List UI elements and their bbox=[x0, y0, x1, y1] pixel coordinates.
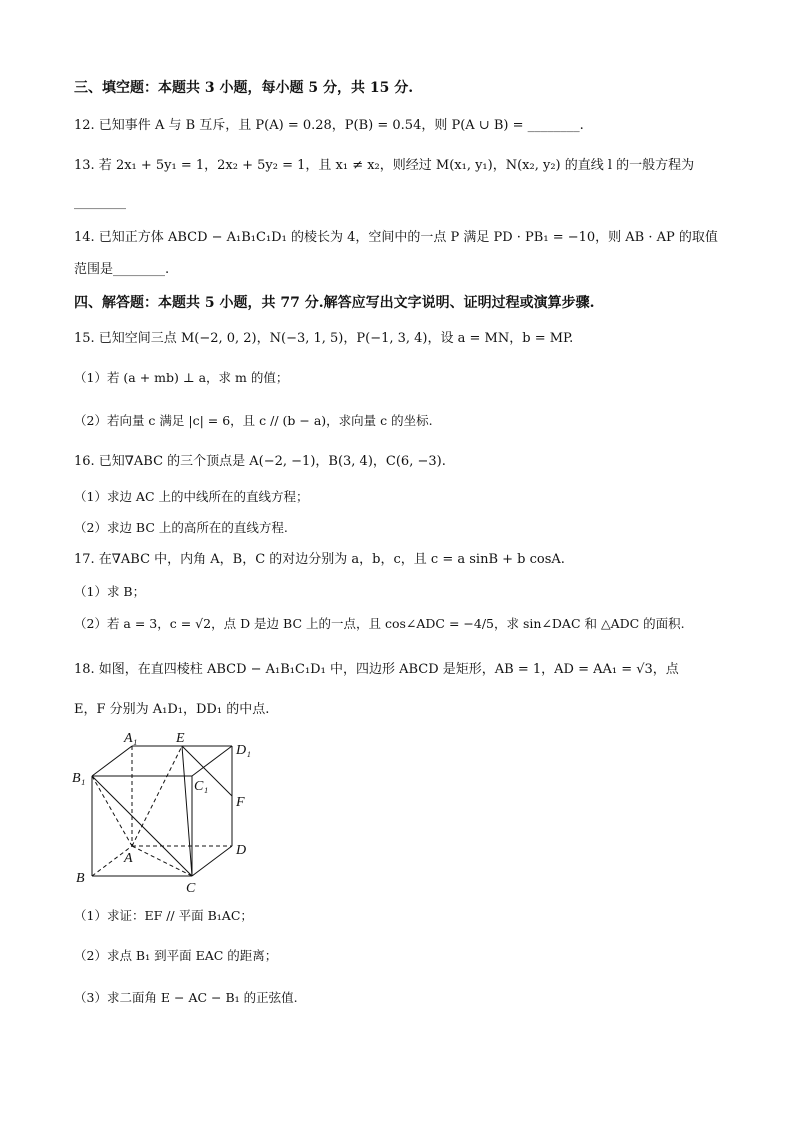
question-12: 12. 已知事件 A 与 B 互斥，且 P(A) = 0.28，P(B) = 0.54，则 P(A ∪ B) = ________. bbox=[74, 118, 584, 133]
label-C: C bbox=[186, 881, 196, 895]
question-16-stem: 16. 已知∇ABC 的三个顶点是 A(−2, −1)，B(3, 4)，C(6, −3). bbox=[74, 454, 446, 469]
prism-solid-edges bbox=[92, 746, 232, 876]
question-17-part-2: （2）若 a = 3，c = √2，点 D 是边 BC 上的一点，且 cos∠ADC = −4/5，求 sin∠DAC 和 △ADC 的面积. bbox=[74, 616, 685, 631]
question-15-part-2: （2）若向量 c 满足 |c| = 6，且 c // (b − a)，求向量 c 的坐标. bbox=[74, 413, 433, 428]
question-15-stem: 15. 已知空间三点 M(−2, 0, 2)，N(−3, 1, 5)，P(−1, 3, 4)，设 a = MN，b = MP. bbox=[74, 331, 574, 346]
label-A: A bbox=[124, 851, 133, 866]
label-D1: D₁ bbox=[236, 743, 251, 758]
question-14-line-2: 范围是________. bbox=[74, 262, 170, 277]
question-18-line-2: E，F 分别为 A₁D₁，DD₁ 的中点. bbox=[74, 702, 270, 717]
question-17-stem: 17. 在∇ABC 中，内角 A，B，C 的对边分别为 a，b，c，且 c = a sinB + b cosA. bbox=[74, 552, 565, 567]
question-16-part-1: （1）求边 AC 上的中线所在的直线方程； bbox=[74, 489, 309, 504]
section-3-heading: 三、填空题：本题共 3 小题，每小题 5 分，共 15 分. bbox=[74, 80, 414, 96]
question-18-line-1: 18. 如图，在直四棱柱 ABCD − A₁B₁C₁D₁ 中，四边形 ABCD 是矩形，AB = 1，AD = AA₁ = √3，点 bbox=[74, 662, 679, 677]
question-14-line-1: 14. 已知正方体 ABCD − A₁B₁C₁D₁ 的棱长为 4，空间中的一点 P 满足 PD · PB₁ = −10，则 AB · AP 的取值 bbox=[74, 230, 718, 245]
label-E: E bbox=[176, 731, 185, 746]
question-18-part-2: （2）求点 B₁ 到平面 EAC 的距离； bbox=[74, 948, 278, 963]
section-4-heading: 四、解答题：本题共 5 小题，共 77 分.解答应写出文字说明、证明过程或演算步骤. bbox=[74, 295, 595, 311]
label-C1: C₁ bbox=[194, 779, 209, 794]
prism-hidden-edges bbox=[92, 746, 232, 876]
question-15-part-1: （1）若 (a + mb) ⊥ a，求 m 的值； bbox=[74, 370, 289, 385]
label-B: B bbox=[76, 871, 85, 886]
question-13-line-2: ________ bbox=[74, 195, 126, 210]
label-B1: B₁ bbox=[72, 771, 86, 786]
label-A1: A₁ bbox=[124, 731, 138, 746]
prism-figure bbox=[70, 730, 270, 895]
question-13-line-1: 13. 若 2x₁ + 5y₁ = 1，2x₂ + 5y₂ = 1，且 x₁ ≠ x₂，则经过 M(x₁, y₁)，N(x₂, y₂) 的直线 l 的一般方程为 bbox=[74, 158, 695, 173]
label-D: D bbox=[236, 843, 247, 858]
question-18-part-1: （1）求证：EF // 平面 B₁AC； bbox=[74, 908, 253, 923]
label-F: F bbox=[236, 795, 245, 810]
question-18-part-3: （3）求二面角 E − AC − B₁ 的正弦值. bbox=[74, 990, 298, 1005]
question-17-part-1: （1）求 B； bbox=[74, 584, 146, 599]
question-16-part-2: （2）求边 BC 上的高所在的直线方程. bbox=[74, 520, 288, 535]
